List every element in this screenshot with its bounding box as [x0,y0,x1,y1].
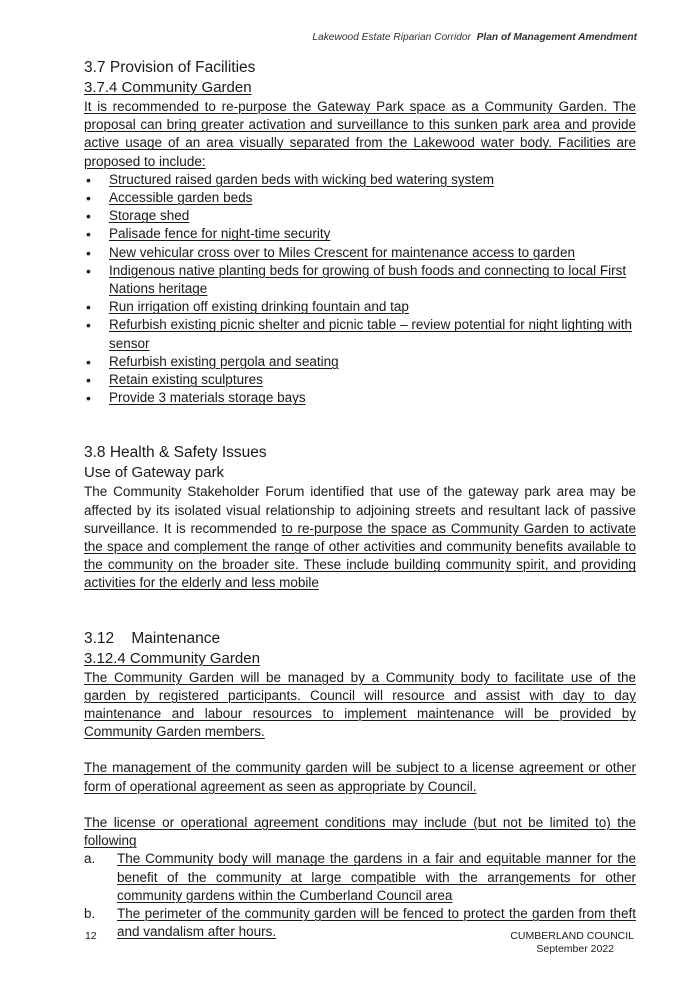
footer-org-block [510,930,634,956]
conditions-list [84,850,636,941]
paragraph-text: The Community Stakeholder Forum identified that use of the gateway park area may be affected by its isolated visual relationship to adjoining streets and resultant lack of passive surveillance. It is recommended [84,484,636,536]
list-item: • Palisade fence for night-time security [84,225,636,243]
section-heading: 3.12 Maintenance [84,629,221,647]
list-item-text: The perimeter of the community garden will be fenced to protect the garden from theft and vandalism after hours. [117,905,636,940]
management-paragraph: The Community Garden will be managed by a Community body to facilitate use of the garden by registered participants. Council will resource and assist with day to day maintenance and labour resources to implement maintenance will be provided by Community Garden members. [84,669,636,740]
subsection-heading: 3.12.4 Community Garden [84,649,260,667]
section-heading: 3.7 Provision of Facilities [84,59,256,76]
list-marker: b. [84,905,96,921]
section-3-7 [84,58,636,407]
list-item: • Retain existing sculptures [84,371,636,389]
list-item: • Indigenous native planting beds for growing of bush foods and connecting to local First Nations heritage [84,262,636,298]
list-item: • Run irrigation off existing drinking fountain and tap [84,298,636,316]
facilities-list [84,171,636,408]
list-item: • Structured raised garden beds with wicking bed watering system [84,171,636,189]
subsection-heading: 3.7.4 Community Garden [84,79,252,96]
page-content [84,58,636,941]
header-subtitle: Plan of Management Amendment [476,32,637,43]
spacer [84,407,636,443]
spacer [84,741,636,759]
spacer [84,796,636,814]
license-paragraph: The management of the community garden will be subject to a license agreement or other form of operational agreement as seen as appropriate by Council. [84,760,636,794]
list-item: • New vehicular cross over to Miles Crescent for maintenance access to garden [84,244,636,262]
header-title: Lakewood Estate Riparian Corridor [312,32,471,43]
footer-org: CUMBERLAND COUNCIL [510,930,634,942]
list-item: • Storage shed [84,207,636,225]
health-safety-paragraph [84,483,636,592]
list-item-text: The Community body will manage the gardens in a fair and equitable manner for the benefit of the community at large compatible with the arrangements for other community gardens within the Cumberland Council area [117,851,636,903]
spacer [84,593,636,629]
running-header [312,32,637,43]
section-3-12 [84,629,636,942]
intro-paragraph: It is recommended to re-purpose the Gateway Park space as a Community Garden. The proposal can bring greater activation and surveillance to this sunken park area and provide active usage of an area visually separated from the Lakewood water body. Facilities are proposed to include: [84,99,636,169]
subsection-heading: Use of Gateway park [84,464,225,482]
list-item: • Provide 3 materials storage bays [84,389,636,407]
list-item: • Accessible garden beds [84,189,636,207]
conditions-intro: The license or operational agreement conditions may include (but not be limited to) the following [84,814,636,849]
footer-date: September 2022 [536,943,614,955]
list-item [84,850,636,905]
list-item: • Refurbish existing pergola and seating [84,353,636,371]
list-item: • Refurbish existing picnic shelter and picnic table – review potential for night lighting with sensor [84,316,636,352]
section-heading: 3.8 Health & Safety Issues [84,444,267,462]
section-3-8 [84,443,636,592]
page-number: 12 [85,930,97,942]
paragraph-amendment: to re-purpose the space as Community Garden to activate the space and complement the range of other activities and community benefits available to the community on the broader site. These include building community spirit, and providing activities for the elderly and less mobile [84,520,636,591]
list-marker: a. [84,851,96,867]
